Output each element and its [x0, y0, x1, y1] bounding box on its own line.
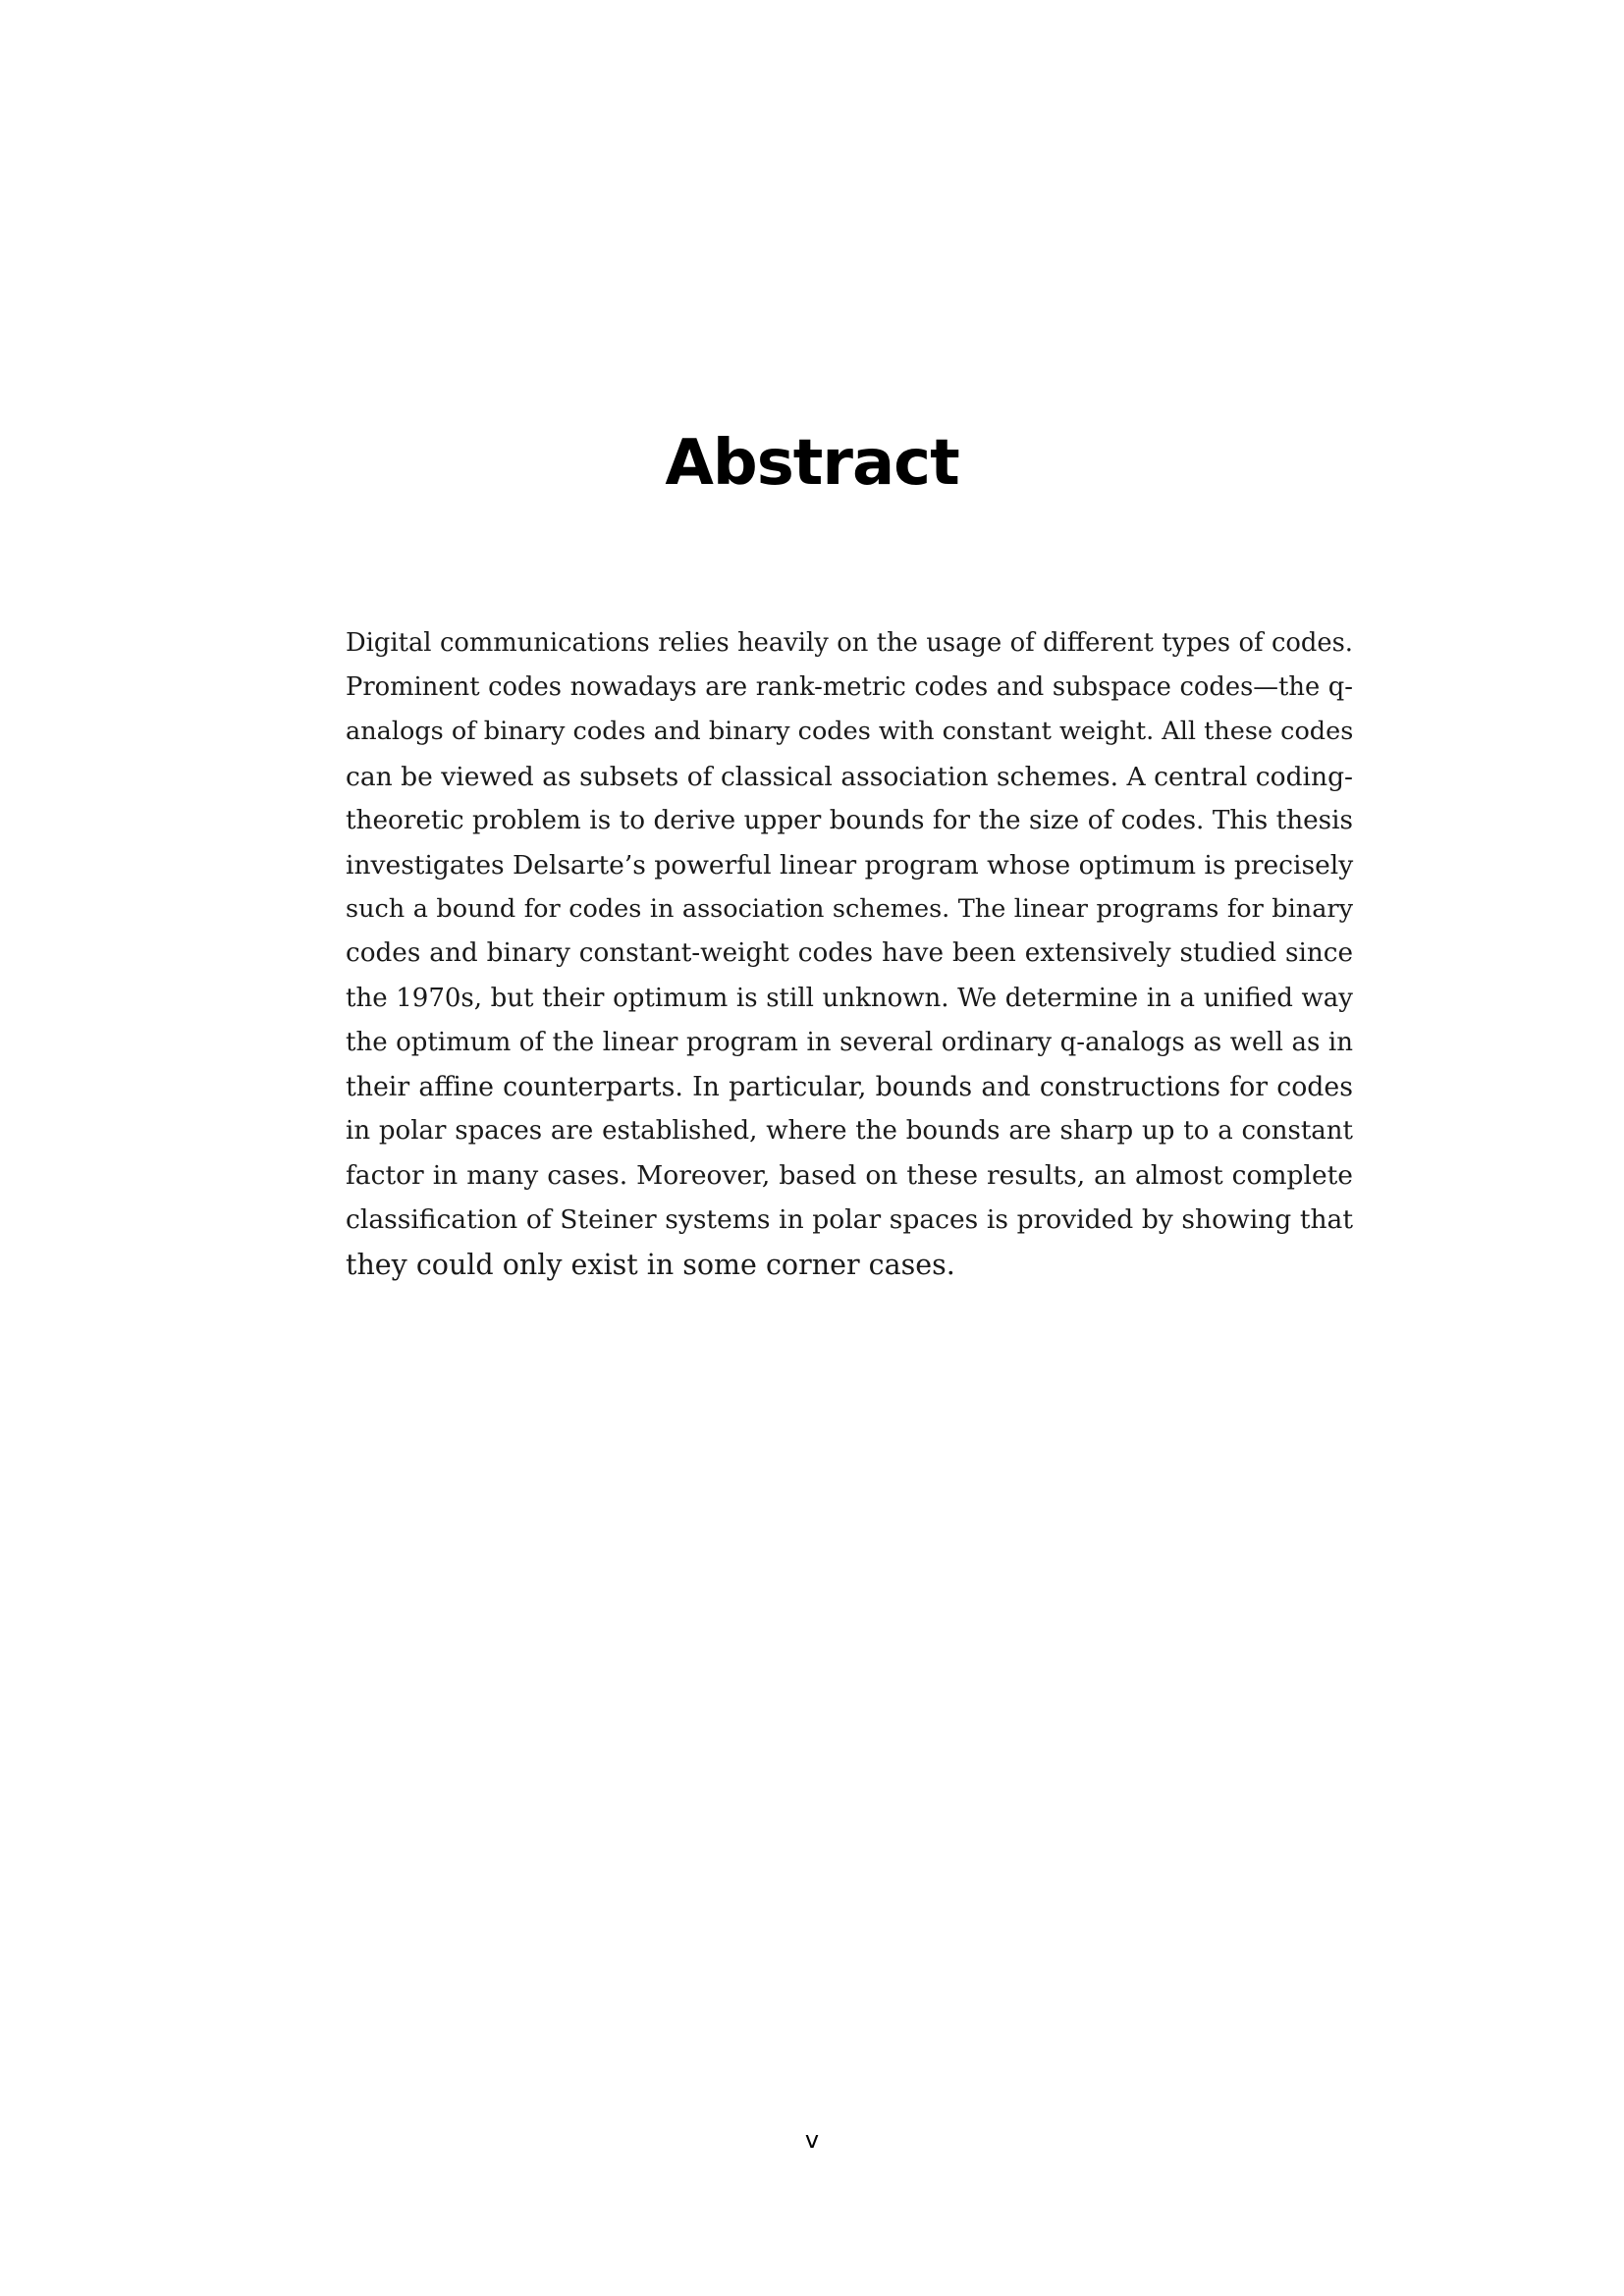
abstract-line: in polar spaces are established, where the bounds are sharp up to a constant	[346, 1116, 1353, 1147]
abstract-line: analogs of binary codes and binary codes with constant weight. All these codes	[346, 717, 1354, 747]
abstract-body	[346, 621, 1353, 1287]
abstract-line: Digital communications relies heavily on the usage of different types of codes.	[346, 628, 1353, 658]
abstract-line: the optimum of the linear program in several ordinary q-analogs as well as in	[346, 1027, 1353, 1057]
abstract-line: their affine counterparts. In particular, bounds and constructions for codes	[346, 1071, 1353, 1102]
abstract-line: codes and binary constant-weight codes have been extensively studied since	[346, 938, 1353, 969]
page-title: Abstract	[665, 427, 959, 500]
abstract-line: the 1970s, but their optimum is still unknown. We determine in a unified way	[346, 983, 1353, 1013]
abstract-line: they could only exist in some corner cases.	[346, 1248, 955, 1281]
abstract-line: investigates Delsarte’s powerful linear program whose optimum is precisely	[346, 849, 1354, 881]
abstract-line: theoretic problem is to derive upper bounds for the size of codes. This thesis	[346, 805, 1353, 835]
page-number: v	[804, 2126, 820, 2154]
abstract-line: such a bound for codes in association schemes. The linear programs for binary	[346, 894, 1353, 925]
abstract-line: classification of Steiner systems in polar spaces is provided by showing that	[346, 1204, 1353, 1236]
abstract-line: Prominent codes nowadays are rank-metric codes and subspace codes—the q-	[346, 672, 1353, 703]
abstract-line: can be viewed as subsets of classical association schemes. A central coding-	[346, 761, 1353, 792]
abstract-line: factor in many cases. Moreover, based on these results, an almost complete	[346, 1160, 1353, 1192]
